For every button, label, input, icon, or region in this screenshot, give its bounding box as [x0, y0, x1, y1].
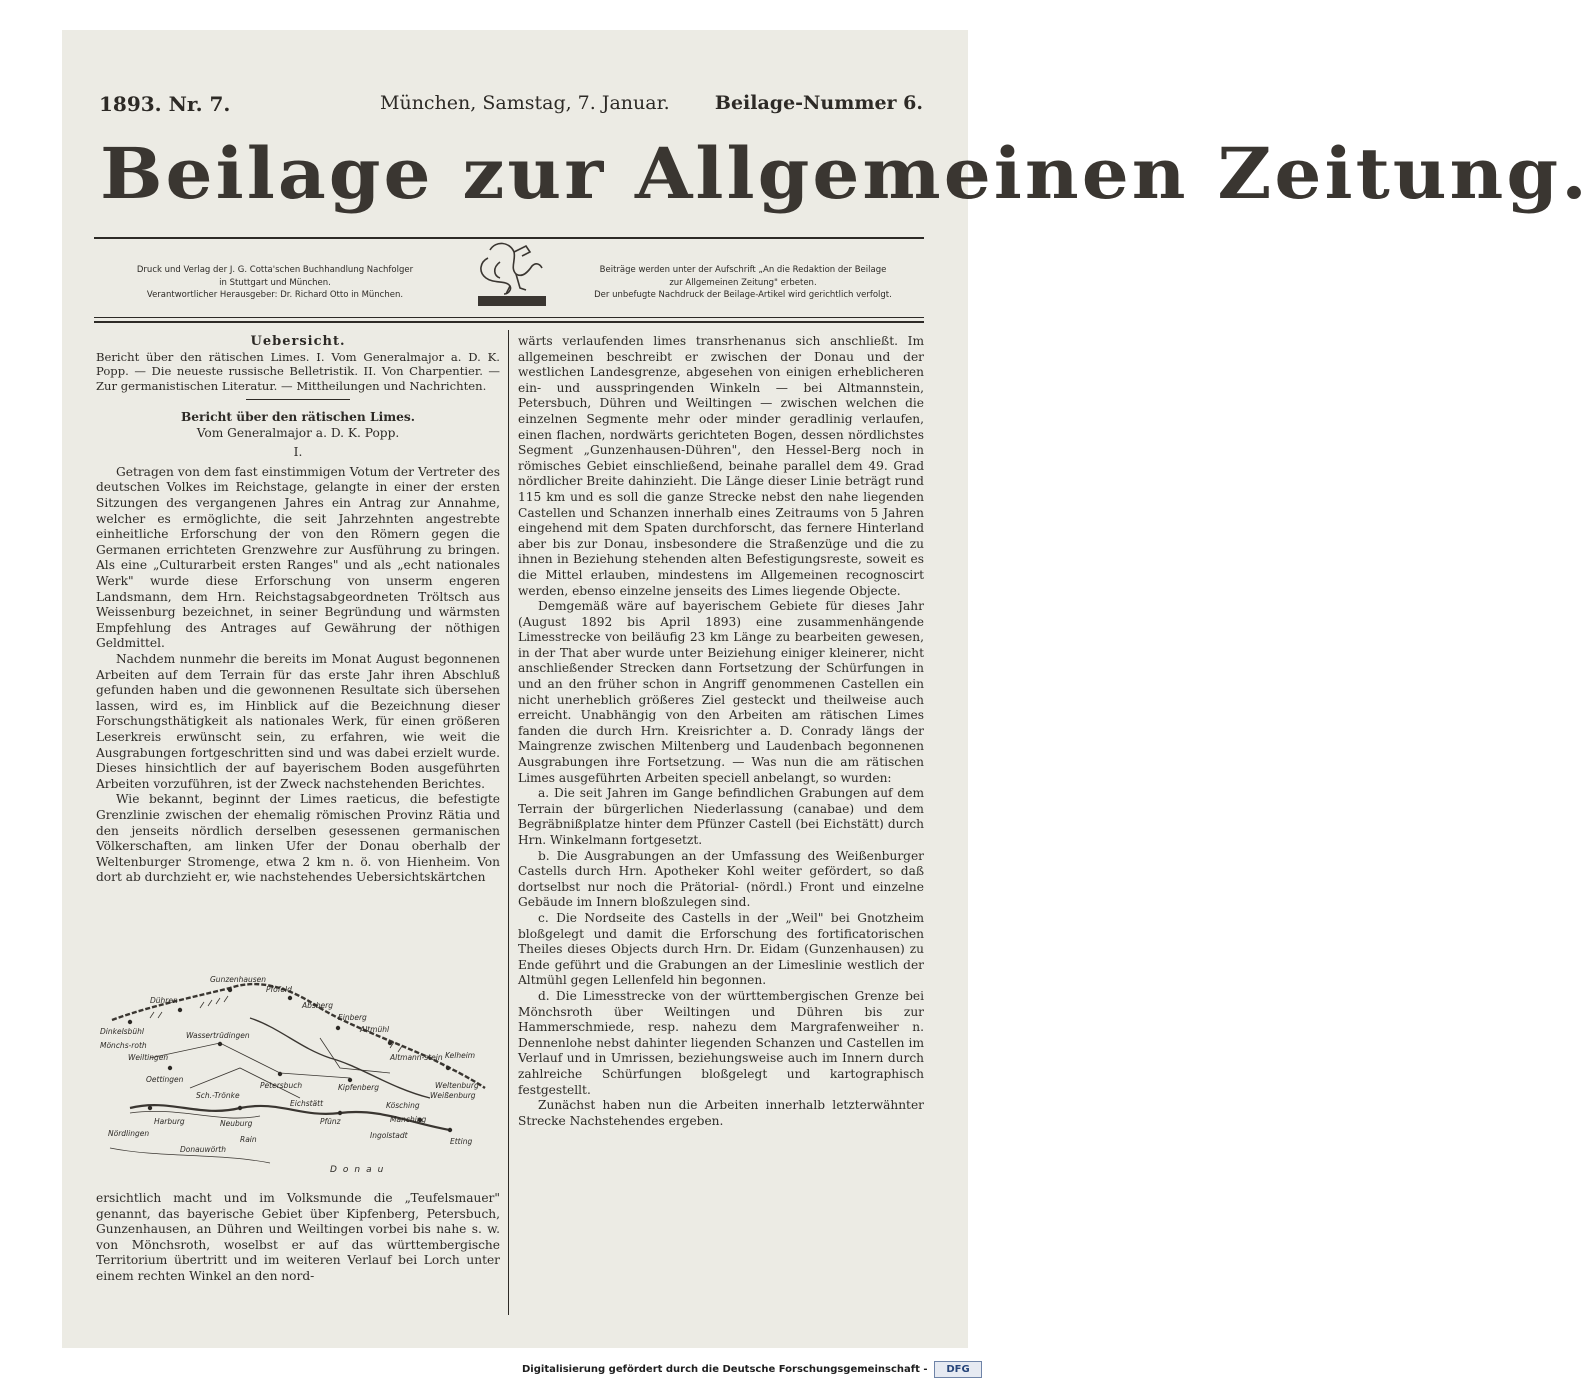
map-label-limes: Sch.-Trönke — [196, 1091, 240, 1100]
article-paragraph-1: Getragen von dem fast einstimmigen Votum der Vertreter des deutschen Volkes im Reichstage, gelangte in einer der ersten Sitzungen des vergangenen Jahres ein Antrag zur Annahme, welcher es ermöglichte, die seit Jahrzehnten angestrebte einheitliche Erforschung der von den Römern gegen die Germanen errichteten Grenzwehre zur Ausführung zu bringen. Als eine „Culturarbeit ersten Ranges" und als „echt nationales Werk" wurde diese Erforschung von unserm engeren Landsmann, dem Hrn. Reichstagsabgeordneten Tröltsch aus Weissenburg bezeichnet, in seiner Begründung und wärmsten Empfehlung des Antrages auf Gewährung der nöthigen Geldmittel. — [96, 464, 500, 651]
supplement-number: Beilage-Nummer 6. — [714, 92, 923, 114]
map-label-altmuehl: Altmühl — [360, 1025, 390, 1034]
article-item-a: a. Die seit Jahren im Gange befindlichen Grabungen auf dem Terrain der bürgerlichen Niederlassung (canabae) und dem Begräbnißplatze hinter dem Pfünzer Castell (bei Eichstätt) durch Hrn. Winkelmann fortgesetzt. — [518, 786, 924, 847]
digitization-credit: Digitalisierung gefördert durch die Deutsche Forschungsgemeinschaft - — [522, 1364, 928, 1375]
left-column — [96, 334, 500, 886]
masthead-title: Beilage zur Allgemeinen Zeitung. — [100, 133, 1590, 215]
map-label-petersbuch: Petersbuch — [260, 1081, 303, 1090]
map-label-rain: Rain — [240, 1135, 257, 1144]
article-paragraph-3: Wie bekannt, beginnt der Limes raeticus, die befestigte Grenzlinie zwischen der ehemalig römischen Provinz Rätia und den jenseits nördlich derselben gesessenen germanischen Völkerschaften, am linken Ufer der Donau oberhalb der Weltenburger Stromenge, etwa 2 km n. ö. von Hienheim. Von dort ab durchzieht er, wie nachstehendes Uebersichtskärtchen — [96, 792, 500, 885]
imprint-copyright: Der unbefugte Nachdruck der Beilage-Artikel wird gerichtlich verfolgt. — [594, 290, 892, 300]
map-label-gunzenhausen: Gunzenhausen — [210, 975, 267, 984]
imprint-publisher: Druck und Verlag der J. G. Cotta'schen Buchhandlung Nachfolger — [136, 265, 414, 275]
overview-text: Bericht über den rätischen Limes. I. Vom Generalmajor a. D. K. Popp. — Die neueste russische Belletristik. II. Von Charpentier. — Zur germanistischen Literatur. — Mittheilungen und Nachrichten. — [96, 349, 500, 393]
article-paragraph-2: Nachdem nunmehr die bereits im Monat August begonnenen Arbeiten auf dem Terrain für das erste Jahr ihren Abschluß gefunden haben und die gewonnenen Resultate sich übersehen lassen, wird es, im Hinblick auf die Bezeichnung dieser Forschungsthätigkeit als nationales Werk, für einen größeren Leserkreis erwünscht sein, zu erfahren, wie weit die Ausgrabungen fortgeschritten sind und was dabei erzielt wurde. Dieses hinsichtlich der auf bayerischem Boden ausgeführten Arbeiten vorzuführen, ist der Zweck nachstehenden Berichtes. — [96, 652, 500, 791]
article-paragraph-4: ersichtlich macht und im Volksmunde die „Teufelsmauer" genannt, das bayerische Gebiet über Kipfenberg, Petersbuch, Gunzenhausen, an Dühren und Weiltingen vorbei bis nahe s. w. von Mönchsroth, woselbst er auf das württembergische Territorium übertritt und im weiteren Verlauf bei Lorch unter einem rechten Winkel an den nord- — [96, 1191, 500, 1283]
map-label-wassertruedingen: Wassertrüdingen — [186, 1031, 250, 1040]
issue-number: 1893. Nr. 7. — [99, 92, 231, 116]
map-label-einberg: Einberg — [338, 1013, 367, 1022]
imprint-rule-top — [94, 317, 924, 318]
imprint-left — [95, 264, 455, 302]
map-label-koesching: Kösching — [386, 1101, 420, 1110]
map-label-ingolstadt: Ingolstadt — [370, 1131, 408, 1140]
map-label-weissenburg: Weißenburg — [430, 1091, 476, 1100]
article-paragraph-5: wärts verlaufenden limes transrhenanus sich anschließt. Im allgemeinen beschreibt er zwischen der Donau und der westlichen Landesgrenze, abgesehen von einigen erheblicheren ein- und ausspringenden Winkeln — bei Altmannstein, Petersbuch, Dühren und Weiltingen — zwischen welchen die einzelnen Segmente mehr oder minder geradlinig verlaufen, einen flachen, nordwärts gerichteten Bogen, dessen nördlichstes Segment „Gunzenhausen-Dühren", den Hessel-Berg noch in römisches Gebiet einschließend, beinahe parallel dem 49. Grad nördlicher Breite dahinzieht. Die Länge dieser Linie beträgt rund 115 km und es soll die ganze Strecke nebst den nahe liegenden Castellen und Schanzen innerhalb eines Zeitraums von 5 Jahren eingehend mit dem Spaten durchforscht, das fernere Hinterland aber bis zur Donau, insbesondere die Straßenzüge und die zu ihnen in Beziehung stehenden alten Befestigungsreste, soweit es die Mittel erlauben, mindestens im Allgemeinen recognoscirt werden, ebenso einzelne jenseits des Limes liegende Objecte. — [518, 334, 924, 598]
map-label-oettingen: Oettingen — [146, 1075, 184, 1084]
map-label-donau: Donau — [330, 1165, 390, 1175]
column-divider — [508, 330, 509, 1315]
article-section-number: I. — [293, 445, 303, 460]
article-item-c: c. Die Nordseite des Castells in der „Weil" bei Gnotzheim bloßgelegt und damit die Erforschung des fortificatorischen Theiles dieses Objects durch Hrn. Dr. Eidam (Gunzenhausen) zu Ende geführt und die Grabungen an der Limeslinie westlich der Altmühl gegen Lellenfeld hin begonnen. — [518, 910, 924, 988]
map-label-noerdlingen: Nördlingen — [108, 1129, 150, 1138]
article-paragraph-7: Zunächst haben nun die Arbeiten innerhalb letzterwähnter Strecke Nachstehendes ergeben. — [518, 1098, 924, 1128]
map-label-kipfenberg: Kipfenberg — [338, 1083, 379, 1092]
imprint-rule-bottom — [94, 321, 924, 323]
map-label-duehren: Dühren — [150, 996, 178, 1005]
place-date: München, Samstag, 7. Januar. — [380, 92, 670, 114]
map-label-pfuenz: Pfünz — [320, 1117, 341, 1126]
map-label-kelheim: Kelheim — [445, 1051, 476, 1060]
map-label-altmannstein: Altmann-stein — [390, 1053, 443, 1062]
article-paragraph-6: Demgemäß wäre auf bayerischem Gebiete für dieses Jahr (August 1892 bis April 1893) eine zusammenhängende Limesstrecke von beiläufig 23 km Länge zu bearbeiten gewesen, in der That aber wurde unter Beiziehung einiger kleinerer, nicht anschließender Strecken dann Fortsetzung der Schürfungen in und an den früher schon in Angriff genommenen Castellen ein nicht unerheblich größeres Ziel gesteckt und theilweise auch erreicht. Unabhängig von den Arbeiten am rätischen Limes fanden die durch Hrn. Kreisrichter a. D. Conrady längs der Maingrenze zwischen Miltenberg und Laudenbach begonnenen Ausgrabungen ihre Fortsetzung. — Was nun die am rätischen Limes ausgeführten Arbeiten speciell anbelangt, so wurden: — [518, 599, 924, 785]
article-author: Vom Generalmajor a. D. K. Popp. — [196, 425, 400, 440]
overview-separator — [246, 399, 350, 400]
map-label-moenchsroth: Mönchs-roth — [100, 1041, 147, 1050]
limes-overview-map — [90, 948, 502, 1186]
article-item-d: d. Die Limesstrecke von der württembergischen Grenze bei Mönchsroth über Weiltingen und Dühren bis zur Hammerschmiede, resp. nahezu dem Margrafenweiher n. Dennenlohe nebst dahinter liegenden Schanzen und Castellen im Verlauf und in Umrissen, beziehungsweise auch im Innern durch zahlreiche Schürfungen bloßgelegt und kartographisch festgestellt. — [518, 988, 924, 1097]
left-column-continued — [96, 1191, 500, 1285]
imprint-editor: Verantwortlicher Herausgeber: Dr. Richard Otto in München. — [146, 290, 404, 300]
map-label-pfofeld: Pfofeld — [266, 985, 292, 994]
imprint-submission-note: Beiträge werden unter der Aufschrift „An die Redaktion der Beilage — [599, 265, 887, 275]
map-label-dinkelsbuehl: Dinkelsbühl — [100, 1027, 144, 1036]
griffin-emblem-icon — [470, 238, 554, 310]
map-label-absberg: Absberg — [302, 1001, 334, 1010]
map-label-weltenburg: Weltenburg — [435, 1081, 479, 1090]
imprint-location: in Stuttgart und München. — [219, 277, 331, 288]
right-column — [518, 334, 924, 1129]
imprint-right — [563, 264, 923, 302]
map-label-harburg: Harburg — [154, 1117, 185, 1126]
map-label-etting: Etting — [450, 1137, 473, 1146]
map-label-manching: Manching — [390, 1115, 427, 1124]
imprint-submission-note-2: zur Allgemeinen Zeitung" erbeten. — [669, 277, 817, 288]
map-label-neuburg: Neuburg — [220, 1119, 253, 1128]
map-label-donauwoerth: Donauwörth — [180, 1145, 226, 1154]
article-item-b: b. Die Ausgrabungen an der Umfassung des Weißenburger Castells durch Hrn. Apotheker Kohl weiter gefördert, so daß dortselbst nur noch die Prätorial- (nördl.) Front und einzelne Gebäude im Innern bloßzulegen sind. — [518, 848, 924, 910]
map-label-weiltingen: Weiltingen — [128, 1053, 169, 1062]
map-label-eichstaett: Eichstätt — [290, 1099, 324, 1108]
article-title: Bericht über den rätischen Limes. — [181, 410, 415, 425]
overview-heading: Uebersicht. — [250, 334, 346, 349]
dfg-logo: DFG — [934, 1361, 982, 1378]
